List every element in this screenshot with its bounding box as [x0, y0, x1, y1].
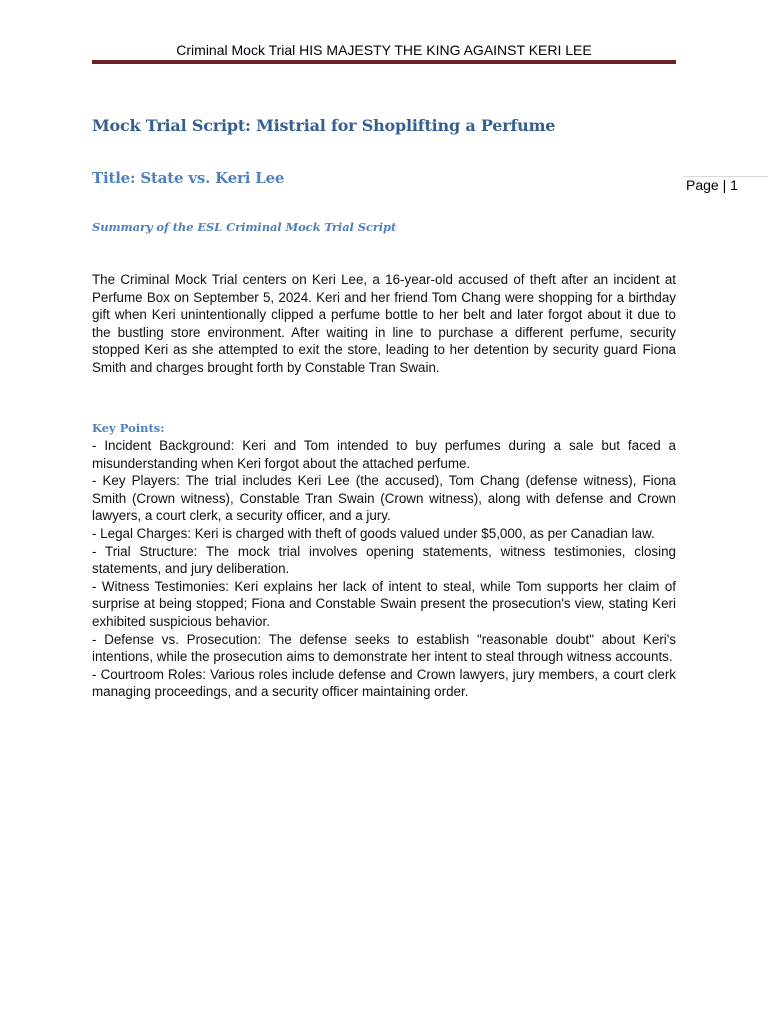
key-points-heading: Key Points:: [92, 421, 165, 435]
header-rule: [92, 60, 676, 64]
key-point-courtroom-roles: - Courtroom Roles: Various roles include defense and Crown lawyers, jury members, a court clerk managing proceedings, and a security officer maintaining order.: [92, 666, 676, 700]
key-point-key-players: - Key Players: The trial includes Keri Lee (the accused), Tom Chang (defense witness), Fiona Smith (Crown witness), Constable Tran Swain (Crown witness), along with defense and Crown lawyers, a court clerk, a security officer, and a jury.: [92, 473, 676, 524]
key-point-legal-charges: - Legal Charges: Keri is charged with theft of goods valued under $5,000, as per Canadian law.: [92, 525, 655, 541]
key-point-trial-structure: - Trial Structure: The mock trial involves opening statements, witness testimonies, closing statements, and jury deliberation.: [92, 543, 676, 577]
key-point-incident-background: - Incident Background: Keri and Tom intended to buy perfumes during a sale but faced a misunderstanding when Keri forgot about the attached perfume.: [92, 438, 676, 471]
summary-heading: Summary of the ESL Criminal Mock Trial Script: [92, 220, 397, 234]
page-number: Page | 1: [686, 177, 738, 193]
running-header: Criminal Mock Trial HIS MAJESTY THE KING AGAINST KERI LEE: [176, 42, 592, 58]
document-subtitle: Title: State vs. Keri Lee: [92, 169, 285, 187]
key-points-list: [92, 437, 676, 701]
key-point-witness-testimonies: - Witness Testimonies: Keri explains her lack of intent to steal, while Tom supports her claim of surprise at being stopped; Fiona and Constable Swain present the prosecution's view, stating Keri exhibited suspicious behavior.: [92, 578, 676, 629]
key-point-defense-vs-prosecution: - Defense vs. Prosecution: The defense seeks to establish "reasonable doubt" about Keri's intentions, while the prosecution aims to demonstrate her intent to steal through witness accounts.: [92, 631, 676, 665]
summary-paragraph: The Criminal Mock Trial centers on Keri Lee, a 16-year-old accused of theft after an incident at Perfume Box on September 5, 2024. Keri and her friend Tom Chang were shopping for a birthday gift when Keri unintentionally clipped a perfume bottle to her belt and later forgot about it due to the bustling store environment. After waiting in line to purchase a different perfume, security stopped Keri as she attempted to exit the store, leading to her detention by security guard Fiona Smith and charges brought forth by Constable Tran Swain.: [92, 272, 676, 375]
document-title: Mock Trial Script: Mistrial for Shoplifting a Perfume: [92, 116, 556, 135]
